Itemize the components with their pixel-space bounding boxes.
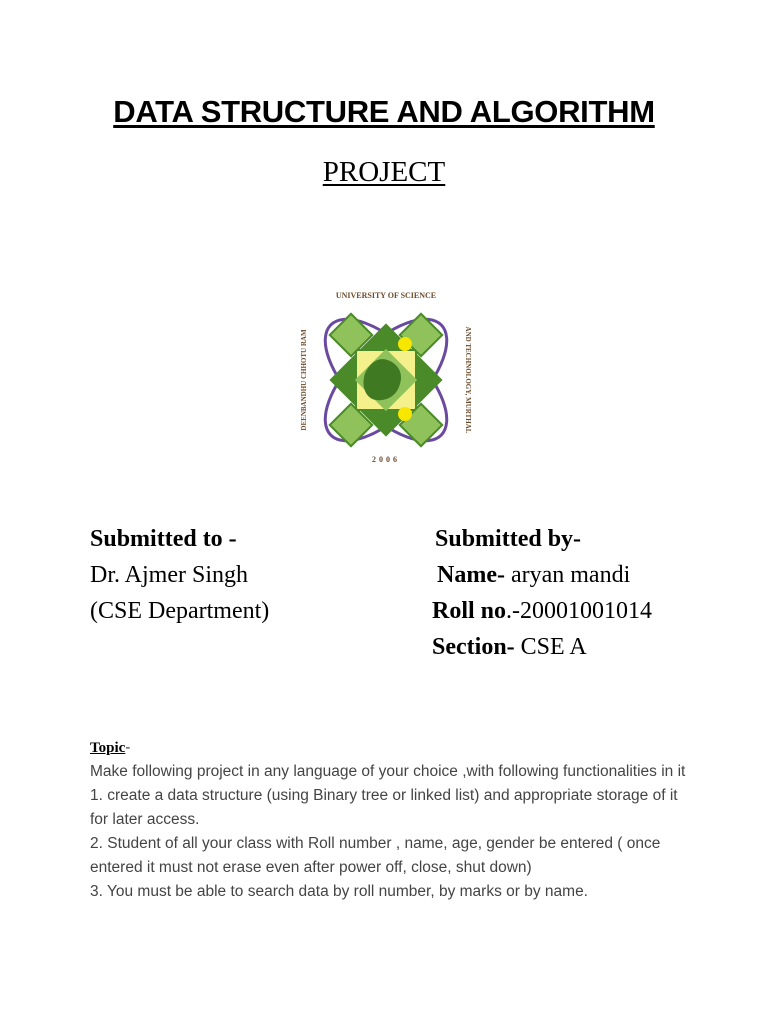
- submitted-to-name: Dr. Ajmer Singh: [90, 562, 249, 588]
- submitted-to-block: [90, 521, 269, 629]
- topic-label: Topic: [90, 740, 126, 756]
- submitted-to-department: (CSE Department): [90, 598, 270, 624]
- roll-label: Roll no: [432, 598, 507, 624]
- university-logo: [298, 288, 474, 466]
- topic-line: 3. You must be able to search data by roll number, by marks or by name.: [90, 883, 588, 900]
- section-value: CSE A: [514, 634, 587, 660]
- name-value: aryan mandi: [504, 562, 631, 588]
- topic-line: 1. create a data structure (using Binary tree or linked list) and appropriate storage of it for later access.: [90, 787, 678, 828]
- topic-line: Make following project in any language of your choice ,with following functionalities in it: [90, 763, 686, 780]
- topic-heading: [90, 736, 690, 760]
- logo-right-text: AND TECHNOLOGY, MURTHAL: [464, 326, 472, 434]
- section-label: Section-: [432, 634, 515, 660]
- logo-year: 2006: [372, 455, 400, 464]
- name-label: Name-: [437, 562, 505, 588]
- topic-line: 2. Student of all your class with Roll number , name, age, gender be entered ( once entered it must not erase even after power off, close, shut down): [90, 835, 661, 876]
- submitted-by-name: [437, 557, 652, 593]
- logo-left-text: DEENBANDHU CHHOTU RAM: [300, 329, 308, 431]
- submitted-by-block: [432, 521, 652, 665]
- submitted-by-roll: [432, 593, 652, 629]
- topic-section: [90, 736, 690, 904]
- submitted-by-heading: Submitted by-: [435, 526, 582, 552]
- submitted-to-heading: Submitted to -: [90, 526, 237, 552]
- submitted-by-section: [432, 629, 652, 665]
- roll-value: .-20001001014: [506, 598, 653, 624]
- document-title: DATA STRUCTURE AND ALGORITHM: [113, 94, 655, 129]
- logo-top-text: UNIVERSITY OF SCIENCE: [335, 291, 437, 300]
- document-subtitle: PROJECT: [322, 156, 446, 188]
- topic-label-suffix: -: [125, 739, 131, 756]
- logo-electron: [398, 407, 412, 421]
- logo-electron: [398, 337, 412, 351]
